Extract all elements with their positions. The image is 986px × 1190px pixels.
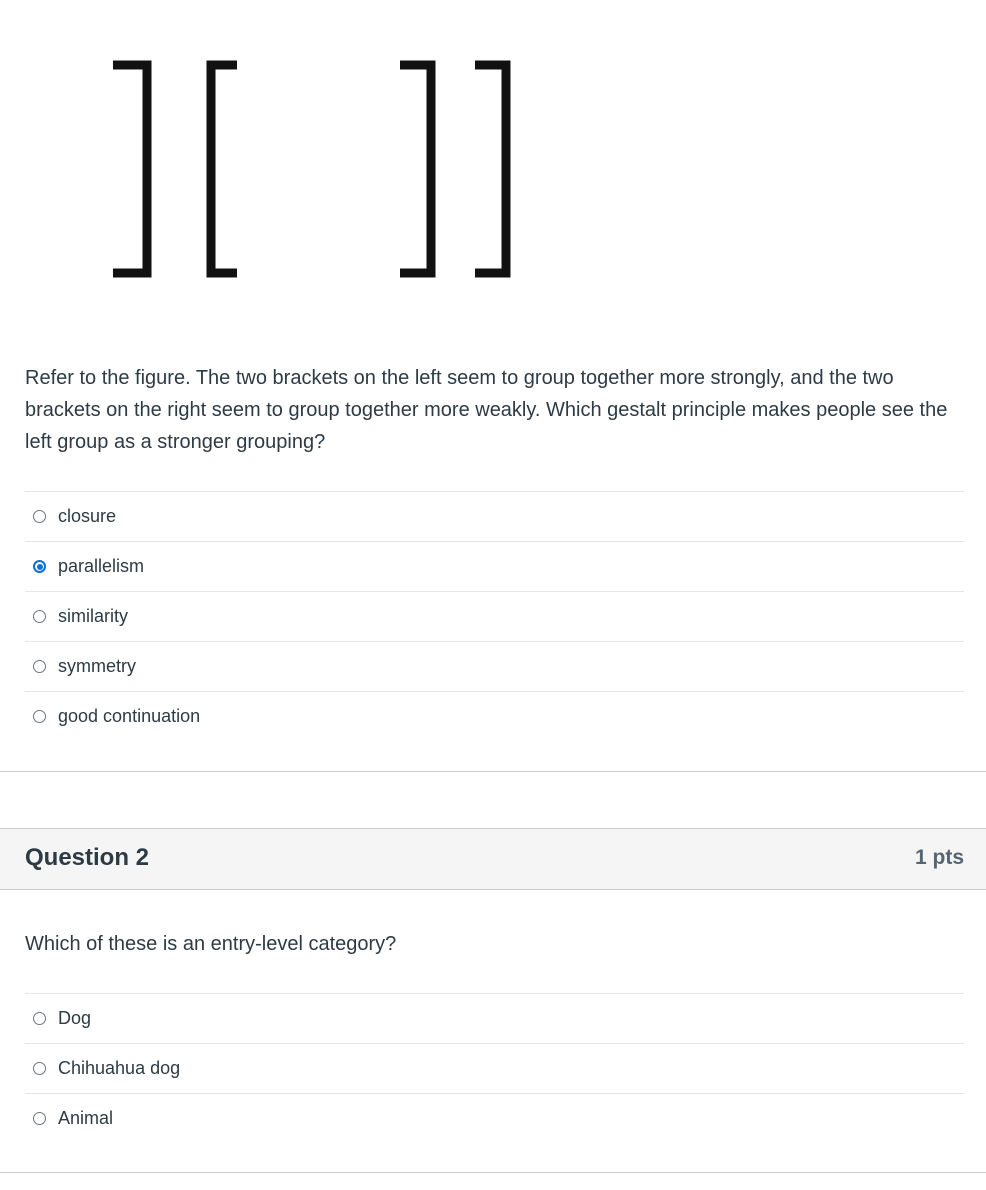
answer-label: Dog — [58, 1008, 92, 1028]
radio-button[interactable] — [33, 1012, 46, 1025]
question-points: 1 pts — [914, 846, 964, 869]
answer-label: good continuation — [58, 706, 201, 726]
answer-parallelism[interactable] — [25, 541, 964, 591]
radio-button[interactable] — [33, 510, 46, 523]
radio-button[interactable] — [33, 710, 46, 723]
answer-label: Chihuahua dog — [58, 1058, 181, 1078]
brackets-figure — [105, 55, 525, 285]
answer-good-continuation[interactable] — [25, 691, 964, 741]
answer-closure[interactable] — [25, 491, 964, 541]
bracket-close-3 — [475, 65, 506, 273]
answer-label: Animal — [58, 1108, 114, 1128]
question-title: Question 2 — [25, 844, 150, 871]
answer-label: parallelism — [58, 556, 145, 576]
answer-label: similarity — [58, 606, 128, 626]
answer-dog[interactable] — [25, 993, 964, 1043]
answer-symmetry[interactable] — [25, 641, 964, 691]
question-1-answers — [25, 491, 964, 741]
bracket-close-1 — [113, 65, 147, 273]
answer-animal[interactable] — [25, 1093, 964, 1143]
answer-similarity[interactable] — [25, 591, 964, 641]
answer-label: closure — [58, 506, 117, 526]
radio-button-selected[interactable] — [33, 560, 46, 573]
question-2-header — [0, 828, 986, 890]
answer-chihuahua-dog[interactable] — [25, 1043, 964, 1093]
radio-button[interactable] — [33, 660, 46, 673]
radio-button[interactable] — [33, 610, 46, 623]
question-2-answers — [25, 993, 964, 1143]
answer-label: symmetry — [58, 656, 136, 676]
radio-button[interactable] — [33, 1062, 46, 1075]
question-divider — [0, 771, 986, 772]
question-divider — [0, 1172, 986, 1173]
question-1-prompt: Refer to the figure. The two brackets on the left seem to group together more strongly, and the two brackets on the right seem to group together more weakly. Which gestalt principle makes people see the left group as a stronger grouping? — [25, 367, 948, 453]
question-2-prompt: Which of these is an entry-level category? — [25, 933, 397, 955]
radio-button[interactable] — [33, 1112, 46, 1125]
bracket-open-1 — [211, 65, 237, 273]
bracket-close-2 — [400, 65, 431, 273]
